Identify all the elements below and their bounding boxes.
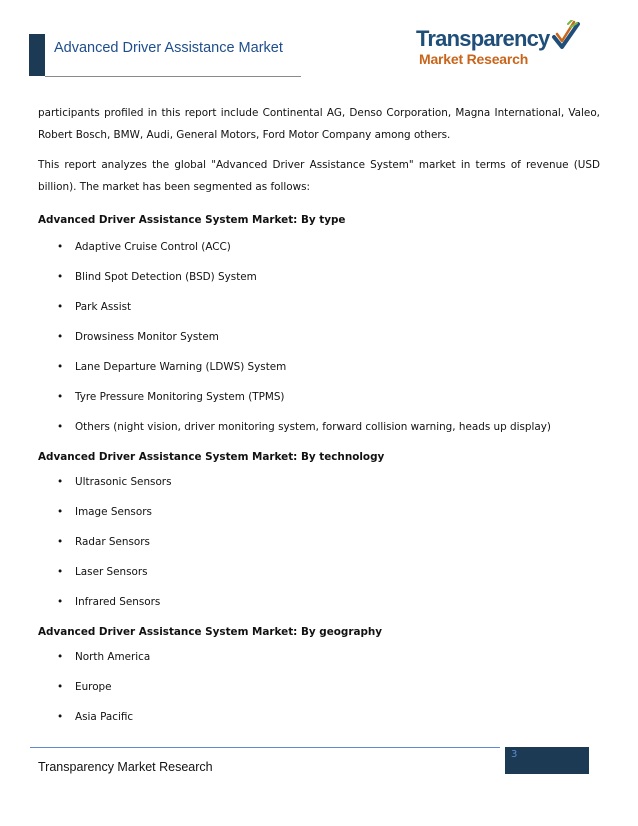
list-item-text: Others (night vision, driver monitoring system, forward collision warning, heads up display)	[75, 421, 551, 433]
list-item-text: Image Sensors	[75, 506, 152, 518]
list-item-text: North America	[75, 651, 151, 663]
bullet-icon: •	[57, 241, 64, 253]
list-item	[38, 292, 600, 322]
footer-company: Transparency Market Research	[38, 760, 213, 774]
section-heading: Advanced Driver Assistance System Market: By type	[38, 214, 346, 226]
page-number: 3	[511, 749, 518, 760]
logo-wordmark-bottom: Market Research	[419, 51, 529, 67]
segment-list	[38, 467, 600, 617]
list-item	[38, 672, 600, 702]
list-item-text: Tyre Pressure Monitoring System (TPMS)	[75, 391, 285, 403]
bullet-icon: •	[57, 361, 64, 373]
list-item	[38, 527, 600, 557]
bullet-icon: •	[57, 566, 64, 578]
segment-list	[38, 232, 600, 442]
bullet-icon: •	[57, 596, 64, 608]
report-body	[38, 102, 600, 732]
list-item-text: Ultrasonic Sensors	[75, 476, 172, 488]
list-item-text: Europe	[75, 681, 112, 693]
bullet-icon: •	[57, 711, 64, 723]
bullet-icon: •	[57, 476, 64, 488]
list-item-text: Radar Sensors	[75, 536, 150, 548]
list-item-text: Blind Spot Detection (BSD) System	[75, 271, 257, 283]
list-item-text: Drowsiness Monitor System	[75, 331, 219, 343]
list-item	[38, 497, 600, 527]
page-number-box	[505, 747, 589, 774]
bullet-icon: •	[57, 391, 64, 403]
list-item-text: Laser Sensors	[75, 566, 148, 578]
intro-paragraph: participants profiled in this report include Continental AG, Denso Corporation, Magna International, Valeo, Robert Bosch, BMW, Audi, General Motors, Ford Motor Company among others.	[38, 107, 600, 141]
segment-sections	[38, 212, 600, 732]
list-item-text: Park Assist	[75, 301, 132, 313]
list-item	[38, 642, 600, 672]
header-accent-bar	[29, 34, 45, 76]
list-item	[38, 587, 600, 617]
header-rule	[45, 76, 301, 77]
list-item	[38, 412, 600, 442]
bullet-icon: •	[57, 536, 64, 548]
list-item-text: Lane Departure Warning (LDWS) System	[75, 361, 287, 373]
list-item	[38, 262, 600, 292]
company-logo	[416, 24, 592, 72]
bullet-icon: •	[57, 651, 64, 663]
list-item-text: Infrared Sensors	[75, 596, 161, 608]
list-item	[38, 382, 600, 412]
scope-paragraph: This report analyzes the global "Advanced Driver Assistance System" market in terms of revenue (USD billion). The market has been segmented as follows:	[38, 159, 600, 193]
bullet-icon: •	[57, 681, 64, 693]
section-heading: Advanced Driver Assistance System Market: By geography	[38, 626, 383, 638]
bullet-icon: •	[57, 331, 64, 343]
list-item	[38, 232, 600, 262]
list-item	[38, 467, 600, 497]
bullet-icon: •	[57, 506, 64, 518]
section-heading: Advanced Driver Assistance System Market: By technology	[38, 451, 385, 463]
bullet-icon: •	[57, 271, 64, 283]
bullet-icon: •	[57, 301, 64, 313]
list-item	[38, 352, 600, 382]
list-item-text: Asia Pacific	[75, 711, 134, 723]
document-title: Advanced Driver Assistance Market	[54, 40, 283, 56]
bullet-icon: •	[57, 421, 64, 433]
logo-checkmark-icon	[548, 20, 582, 54]
list-item	[38, 702, 600, 732]
footer-rule	[30, 747, 500, 748]
list-item	[38, 322, 600, 352]
logo-wordmark-top: Transparency	[416, 26, 550, 51]
list-item	[38, 557, 600, 587]
list-item-text: Adaptive Cruise Control (ACC)	[75, 241, 231, 253]
segment-list	[38, 642, 600, 732]
